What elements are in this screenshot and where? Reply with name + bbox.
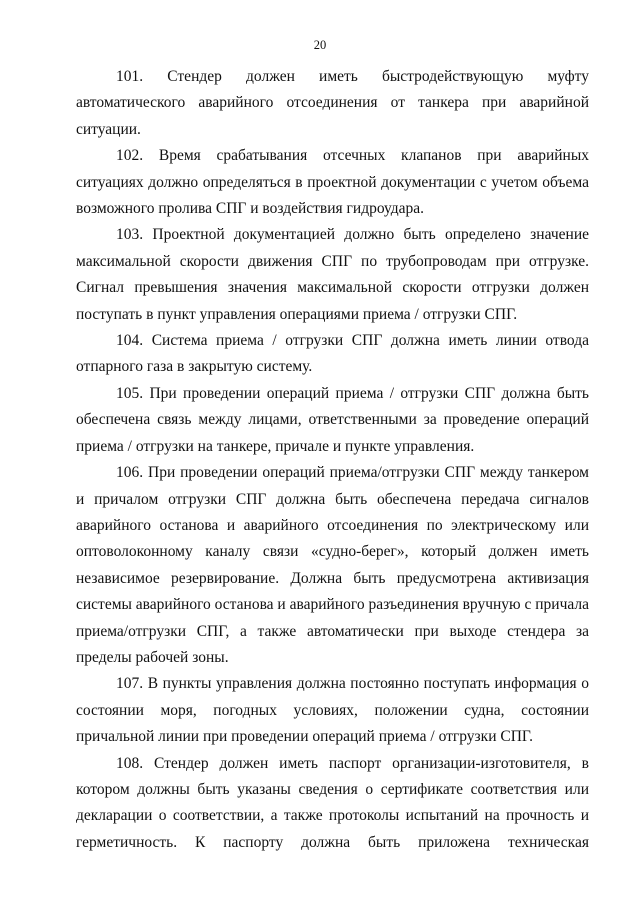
page-number: 20: [313, 38, 327, 52]
paragraph-106: 106. При проведении операций приема/отгрузки СПГ между танкером и причалом отгрузки СПГ должна быть обеспечена передача сигналов аварийного останова и аварийного отсоединения по электрическому или оптоволоконному каналу связи «судно-берег», который должен иметь независимое резервирование. Должна быть предусмотрена активизация системы аварийного останова и аварийного разъединения вручную с причала приема/отгрузки СПГ, а также автоматически при выходе стендера за пределы рабочей зоны.: [76, 464, 590, 666]
paragraph-107: 107. В пункты управления должна постоянно поступать информация о состоянии моря, погодных условиях, положении судна, состоянии причальной линии при проведении операций приема / отгрузки СПГ.: [76, 675, 589, 746]
document-body: [76, 64, 589, 856]
paragraph-105: 105. При проведении операций приема / отгрузки СПГ должна быть обеспечена связь между лицами, ответственными за проведение операций приема / отгрузки на танкере, причале и пункте управления.: [76, 384, 589, 455]
paragraph-101: 101. Стендер должен иметь быстродействующую муфту автоматического аварийного отсоединения от танкера при аварийной ситуации.: [76, 68, 589, 138]
paragraph-108: 108. Стендер должен иметь паспорт организации-изготовителя, в котором должны быть указаны сведения о сертификате соответствия или декларации о соответствии, а также протоколы испытаний на прочность и герметичность. К паспорту должна быть приложена техническая: [76, 754, 589, 851]
paragraph-104: 104. Система приема / отгрузки СПГ должна иметь линии отвода отпарного газа в закрытую систему.: [76, 332, 589, 376]
paragraph-102: 102. Время срабатывания отсечных клапанов при аварийных ситуациях должно определяться в проектной документации с учетом объема возможного пролива СПГ и воздействия гидроудара.: [76, 147, 589, 218]
paragraph-103: 103. Проектной документацией должно быть определено значение максимальной скорости движения СПГ по трубопроводам при отгрузке. Сигнал превышения значения максимальной скорости отгрузки должен поступать в пункт управления операциями приема / отгрузки СПГ.: [76, 226, 589, 323]
